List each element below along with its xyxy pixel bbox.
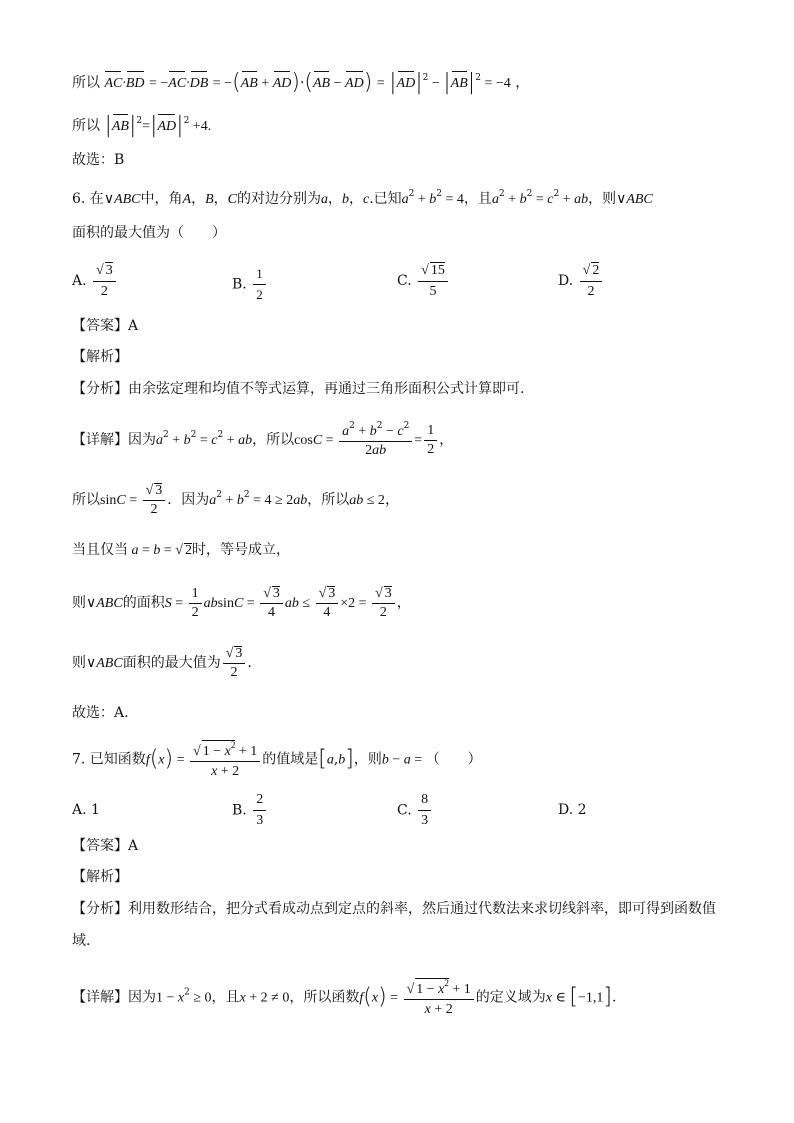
q7-option-b: B. $\frac{2}{3}$ xyxy=(232,792,268,829)
q6-t3: .已知 xyxy=(369,191,402,207)
q6-t4: ，且 xyxy=(463,191,492,207)
q6-prefix: 6. 在 xyxy=(72,191,104,207)
q6-t2: 的对边分别为 xyxy=(236,191,321,207)
q6-detail-line5: 则∨ABC面积的最大值为 $\frac{√ 3}{2}$ . xyxy=(72,646,252,680)
q5-l1-prefix: 所以 xyxy=(72,75,100,91)
q6-answer-label: 【答案】 xyxy=(72,318,128,334)
q7-analysis-heading: 【解析】 xyxy=(72,869,128,885)
q6-analysis xyxy=(72,382,524,396)
q7-stem: 7. 已知函数f(x) = $\frac{√ 1 - x^2 + 1}{x + 2}$ 的值域是[a,b]，则b − a = （ ） xyxy=(72,740,482,779)
q5-answer-line: 故选：B xyxy=(72,152,125,168)
q7-analysis-cont: 域. xyxy=(72,933,91,949)
q6-analysis-heading: 【解析】 xyxy=(72,349,128,365)
q6-detail-line1: 【详解】因为$a^2 + b^2 = c^2$ + ab，所以cosC = $\frac{a^2 + b^2 - c^2}{2ab}$ = $\frac{1}{2}$ ， xyxy=(72,421,454,458)
q6-option-d: D. $\frac{√ 2}{2}$ xyxy=(558,262,604,300)
q6-t5: ，则 xyxy=(588,191,617,207)
q6-answer-value: A xyxy=(128,318,139,334)
q6-option-a: A. $\frac{√ 3}{2}$ xyxy=(72,262,118,300)
q5-vector-equation: 所以 $AC\cdot BD = -AC\cdot DB = -(AB + AD)\cdot(AB - AD) = |AD|^2 - |AB|^2 = -4$ ， xyxy=(72,70,530,95)
q6-t1: 中，角 xyxy=(140,191,183,207)
q7-answer: 【答案】A xyxy=(72,838,139,854)
q7-analysis: 【分析】利用数形结合，把分式看成动点到定点的斜率，然后通过代数法来求切线斜率，即可得到函数值 xyxy=(72,901,716,917)
q6-option-c: C. $\frac{√ 15}{5}$ xyxy=(397,262,450,300)
q6-stem-line1: 6. 在∨ABC中，角A，B，C的对边分别为a，b，c.已知$a^2 + b^2 = 4$，且$a^2 + b^2 = c^2$ + ab，则∨ABC xyxy=(72,189,653,207)
q6-answer xyxy=(72,319,138,333)
q5-l1-end: ， xyxy=(515,75,530,91)
q6-detail-line2: 所以sinC = $\frac{√ 3}{2}$ ．因为$a^2 + b^2 = 4 \ge 2ab$，所以ab ≤ 2， xyxy=(72,483,399,517)
q6-option-b: B. $\frac{1}{2}$ xyxy=(232,266,268,303)
q6-stem-line2: 面积的最大值为（ ） xyxy=(72,225,226,241)
q7-option-c: C. $\frac{8}{3}$ xyxy=(397,792,433,829)
q5-magnitude-relation: 所以 $|AB|^2=|AD|^2 +4$. xyxy=(72,113,212,138)
q5-l2-prefix: 所以 xyxy=(72,118,100,134)
q6-analysis-text: 由余弦定理和均值不等式运算，再通过三角形面积公式计算即可. xyxy=(128,381,525,397)
q6-detail-line4: 则∨ABC的面积S = $\frac{1}{2}$ absinC = $\frac{√ 3}{4}$ ab ≤ $\frac{√ 3}{4}$ ×2 = $\frac{√ 3}{2}$ ， xyxy=(72,585,411,620)
q7-option-d: D. 2 xyxy=(558,802,587,818)
q7-option-a: A. 1 xyxy=(72,802,100,818)
q6-final: 故选：A. xyxy=(72,705,129,721)
q7-detail-line1: 【详解】因为$1 - x^2 \ge 0$，且x + 2 ≠ 0，所以函数f(x) = $\frac{√ 1 - x^2 + 1}{x + 2}$ 的定义域为x ∈ [−1,1]. xyxy=(72,978,617,1017)
q6-detail-line3: 当且仅当 a = b = √ 2时，等号成立， xyxy=(72,542,290,558)
q6-detail-label: 【详解】 xyxy=(72,432,128,448)
q6-analysis-label: 【分析】 xyxy=(72,381,128,397)
